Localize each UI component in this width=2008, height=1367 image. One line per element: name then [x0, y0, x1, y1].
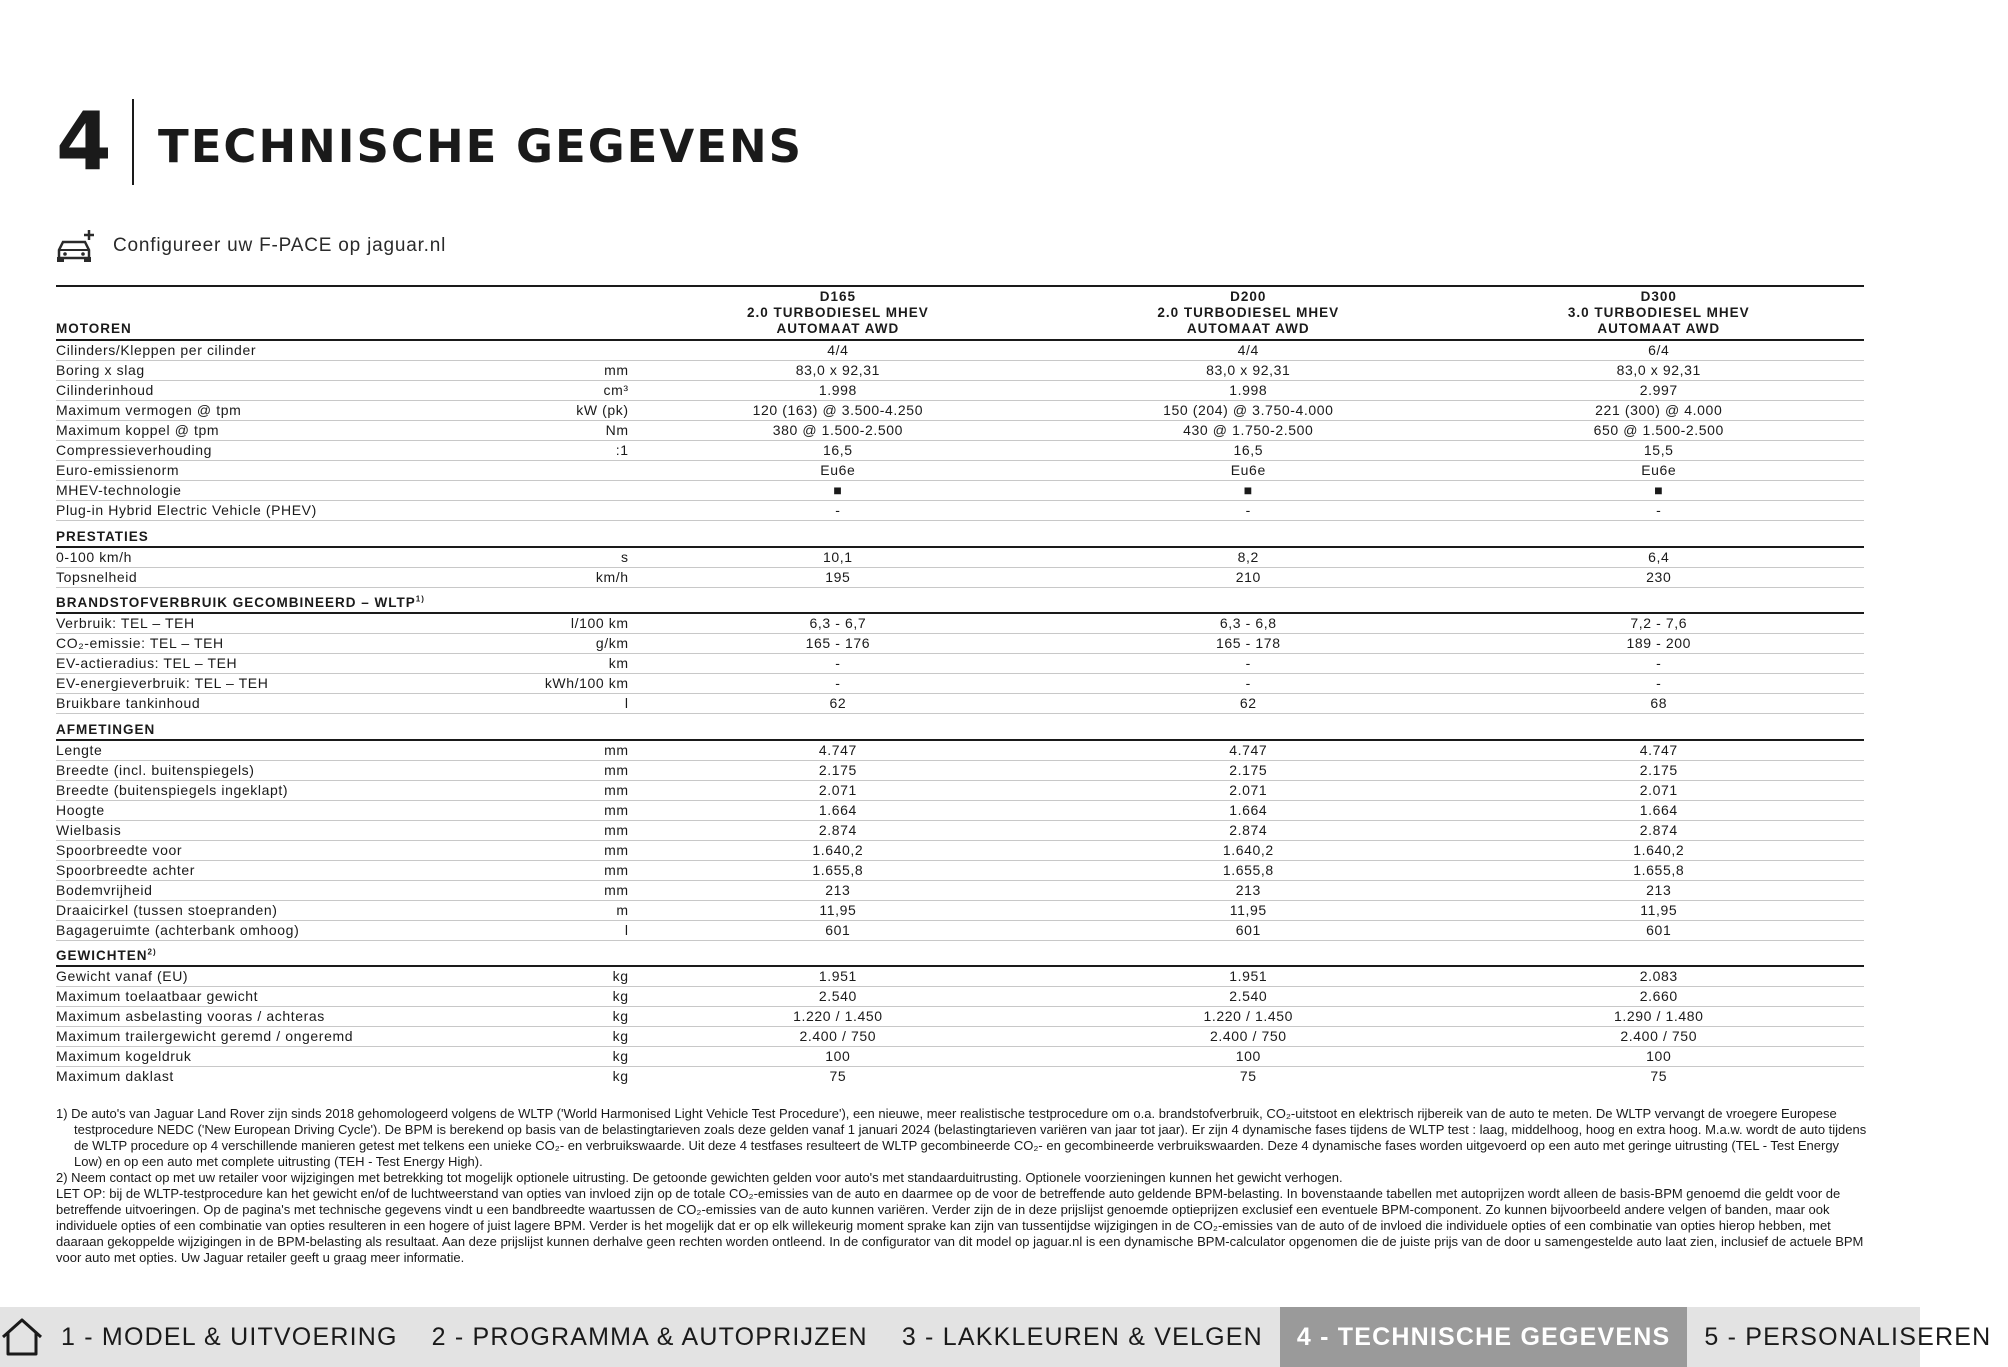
- row-value: -: [633, 654, 1043, 674]
- section-title-text: AFMETINGEN: [56, 721, 156, 737]
- row-value: -: [1043, 654, 1453, 674]
- row-value: 6,4: [1454, 547, 1864, 568]
- row-label: Wielbasis: [56, 820, 517, 840]
- row-value: 210: [1043, 567, 1453, 587]
- footnote-ref: 2): [147, 947, 157, 957]
- column-header-code: D300: [1640, 289, 1677, 304]
- row-value: 213: [1043, 880, 1453, 900]
- footnotes: [56, 1106, 1868, 1266]
- row-label: Verbruik: TEL – TEH: [56, 613, 517, 634]
- row-value: 2.175: [633, 760, 1043, 780]
- column-header-line2: AUTOMAAT AWD: [1597, 321, 1721, 336]
- row-value: 430 @ 1.750-2.500: [1043, 421, 1453, 441]
- column-header-2: [1454, 714, 1864, 740]
- table-row: [56, 987, 1864, 1007]
- row-label: Boring x slag: [56, 361, 517, 381]
- table-row: [56, 340, 1864, 361]
- row-value: 4.747: [1043, 740, 1453, 761]
- section-header-row: [56, 714, 1864, 740]
- chapter-number: 4: [56, 95, 112, 188]
- row-value: 1.998: [633, 381, 1043, 401]
- row-value: 83,0 x 92,31: [1043, 361, 1453, 381]
- row-label: Cilinders/Kleppen per cilinder: [56, 340, 517, 361]
- row-value: 1.951: [633, 966, 1043, 987]
- row-unit: mm: [517, 820, 633, 840]
- section-title-text: PRESTATIES: [56, 528, 149, 544]
- row-value: 6/4: [1454, 340, 1864, 361]
- column-header-line1: 2.0 TURBODIESEL MHEV: [746, 305, 929, 320]
- row-value: 100: [1043, 1047, 1453, 1067]
- row-unit: m: [517, 900, 633, 920]
- row-value: 601: [633, 920, 1043, 940]
- row-value: Eu6e: [1454, 461, 1864, 481]
- column-header-0: [633, 521, 1043, 547]
- section-title: [56, 521, 633, 547]
- row-value: 100: [633, 1047, 1043, 1067]
- footnote-letop: LET OP: bij de WLTP-testprocedure kan het gewicht en/of de luchtweerstand van opties van invloed zijn op de totale CO₂-emissies van de auto en daarmee op de voor de betreffende auto geldende BPM-belasting. In bovenstaande tabellen met autoprijzen wordt alleen de basis-BPM genoemd die geldt voor de betreffende uitvoeringen. Op de pagina's met technische gegevens vindt u een bandbreedte waartussen de CO₂-emissies van de auto kunnen variëren. Verder zijn de in deze prijslijst genoemde optieprijzen exclusief een eventuele BPM-component. Zo kunnen bijvoorbeeld andere velgen of banden, maar ook individuele opties of een combinatie van opties resulteren in een hogere of juist lagere BPM. Verder is het mogelijk dat er op elk willekeurig moment sprake kan zijn van tussentijdse wijzigingen in de CO₂-emissies van de auto of de invloed die individuele opties of een combinatie van opties hierop hebben, met daaraan gekoppelde wijzigingen in de BPM-belasting als resultaat. Aan deze prijslijst kunnen derhalve geen rechten worden ontleend. In de configurator van dit model op jaguar.nl is een dynamische BPM-calculator opgenomen die de juiste prijs van de door u samengestelde auto laat zien, inclusief de actuele BPM voor auto met opties. Uw Jaguar retailer geeft u graag meer informatie.: [56, 1186, 1864, 1265]
- row-value: 380 @ 1.500-2.500: [633, 421, 1043, 441]
- column-header-code: D165: [819, 289, 856, 304]
- section-header-row: [56, 587, 1864, 613]
- section-header-row: [56, 521, 1864, 547]
- row-value: -: [1454, 674, 1864, 694]
- section-title: [56, 286, 633, 340]
- nav-item-5[interactable]: 5 - PERSONALISEREN: [1704, 1322, 1992, 1351]
- row-label: MHEV-technologie: [56, 481, 517, 501]
- row-value: 16,5: [633, 441, 1043, 461]
- row-value: 221 (300) @ 4.000: [1454, 401, 1864, 421]
- table-row: [56, 613, 1864, 634]
- row-value: 11,95: [1454, 900, 1864, 920]
- row-value: 75: [829, 1068, 847, 1085]
- row-value: Eu6e: [1043, 461, 1453, 481]
- row-label: Compressieverhouding: [56, 441, 517, 461]
- section-title-text: BRANDSTOFVERBRUIK GECOMBINEERD – WLTP: [56, 595, 416, 610]
- row-label: Gewicht vanaf (EU): [56, 966, 517, 987]
- row-label: Draaicirkel (tussen stoepranden): [56, 900, 517, 920]
- column-header-1: [1043, 521, 1453, 547]
- row-value: 2.175: [1043, 760, 1453, 780]
- nav-item-2[interactable]: 2 - PROGRAMMA & AUTOPRIJZEN: [431, 1322, 868, 1351]
- row-value: 62: [1043, 694, 1453, 714]
- row-unit: Nm: [517, 421, 633, 441]
- table-row: [56, 1007, 1864, 1027]
- table-row: [56, 920, 1864, 940]
- column-header-2: [1454, 940, 1864, 966]
- row-unit: mm: [517, 840, 633, 860]
- column-header-line1: 2.0 TURBODIESEL MHEV: [1157, 305, 1340, 320]
- column-header-row: [56, 286, 1864, 340]
- row-label: Lengte: [56, 740, 517, 761]
- row-label: 0-100 km/h: [56, 547, 517, 568]
- row-unit: kg: [517, 966, 633, 987]
- row-unit: mm: [517, 780, 633, 800]
- row-value: 165 - 176: [633, 634, 1043, 654]
- row-label: Bruikbare tankinhoud: [56, 694, 517, 714]
- table-row: [56, 694, 1864, 714]
- row-value: -: [633, 501, 1043, 521]
- row-value: 2.540: [1043, 987, 1453, 1007]
- footnote-ref: 1): [415, 594, 425, 604]
- row-value: 1.640,2: [1454, 840, 1864, 860]
- row-unit: s: [517, 547, 633, 568]
- row-label: Spoorbreedte achter: [56, 860, 517, 880]
- column-header-0: [633, 286, 1043, 340]
- row-value: 1.664: [1043, 800, 1453, 820]
- row-value: 1.220 / 1.450: [1043, 1007, 1453, 1027]
- row-unit: kg: [517, 1007, 633, 1027]
- row-label: Plug-in Hybrid Electric Vehicle (PHEV): [56, 501, 517, 521]
- table-row: [56, 1067, 1864, 1087]
- section-title: [56, 940, 633, 966]
- row-label: Breedte (buitenspiegels ingeklapt): [56, 780, 517, 800]
- table-row: [56, 634, 1864, 654]
- row-unit: [517, 461, 633, 481]
- table-row: [56, 547, 1864, 568]
- table-row: [56, 966, 1864, 987]
- row-value: -: [1043, 501, 1453, 521]
- row-value: 2.874: [1454, 820, 1864, 840]
- configure-text: Configureer uw F-PACE op jaguar.nl: [113, 235, 447, 256]
- row-value: 650 @ 1.500-2.500: [1454, 421, 1864, 441]
- row-value: -: [1454, 501, 1864, 521]
- column-header-code: D200: [1230, 289, 1267, 304]
- row-value: -: [1454, 654, 1864, 674]
- table-row: [56, 860, 1864, 880]
- nav-item-1[interactable]: 1 - MODEL & UITVOERING: [61, 1322, 398, 1351]
- row-unit: l: [517, 920, 633, 940]
- header-divider: [132, 99, 134, 185]
- column-header-0: [633, 714, 1043, 740]
- row-value: ■: [633, 481, 1043, 501]
- row-value: -: [1043, 674, 1453, 694]
- row-label: Maximum vermogen @ tpm: [56, 401, 517, 421]
- row-value: 75: [1650, 1068, 1668, 1085]
- table-row: [56, 567, 1864, 587]
- row-value: 15,5: [1454, 441, 1864, 461]
- row-value: 1.655,8: [1043, 860, 1453, 880]
- column-header-1: [1043, 714, 1453, 740]
- row-value: 10,1: [633, 547, 1043, 568]
- section-title: [56, 714, 633, 740]
- row-value: 68: [1454, 694, 1864, 714]
- row-label: EV-energieverbruik: TEL – TEH: [56, 674, 517, 694]
- row-label: Cilinderinhoud: [56, 381, 517, 401]
- row-label: Maximum trailergewicht geremd / ongeremd: [56, 1027, 517, 1047]
- table-row: [56, 381, 1864, 401]
- row-unit: g/km: [517, 634, 633, 654]
- home-icon: [0, 1317, 44, 1357]
- row-unit: mm: [517, 860, 633, 880]
- row-unit: l: [517, 694, 633, 714]
- row-value: 75: [1239, 1068, 1257, 1085]
- row-unit: l/100 km: [517, 613, 633, 634]
- table-row: [56, 740, 1864, 761]
- row-value: 83,0 x 92,31: [633, 361, 1043, 381]
- row-value: 1.655,8: [633, 860, 1043, 880]
- table-row: [56, 1027, 1864, 1047]
- row-value: 150 (204) @ 3.750-4.000: [1043, 401, 1453, 421]
- spec-table: [56, 285, 1864, 1086]
- row-label: Maximum kogeldruk: [56, 1047, 517, 1067]
- row-unit: kWh/100 km: [517, 674, 633, 694]
- table-row: [56, 800, 1864, 820]
- row-value: 213: [633, 880, 1043, 900]
- row-value: 2.175: [1454, 760, 1864, 780]
- row-value: 2.400 / 750: [1454, 1027, 1864, 1047]
- table-row: [56, 840, 1864, 860]
- car-plus-icon: [55, 228, 97, 264]
- row-value: 1.640,2: [1043, 840, 1453, 860]
- table-row: [56, 441, 1864, 461]
- row-label: Breedte (incl. buitenspiegels): [56, 760, 517, 780]
- nav-item-3[interactable]: 3 - LAKKLEUREN & VELGEN: [901, 1322, 1263, 1351]
- table-row: [56, 481, 1864, 501]
- row-label: CO₂-emissie: TEL – TEH: [56, 634, 517, 654]
- row-value: 1.951: [1043, 966, 1453, 987]
- row-label: Spoorbreedte voor: [56, 840, 517, 860]
- row-unit: :1: [517, 441, 633, 461]
- column-header-1: [1043, 587, 1453, 613]
- section-title-text: GEWICHTEN: [56, 948, 148, 963]
- row-value: ■: [1454, 481, 1864, 501]
- footnote-1: 1) De auto's van Jaguar Land Rover zijn sinds 2018 gehomologeerd volgens de WLTP ('World Harmonised Light Vehicle Test Procedure'), een nieuwe, meer realistische testprocedure om o.a. brandstofverbruik, CO₂-uitstoot en elektrisch rijbereik van de auto te meten. De WLTP vervangt de vroegere Europese testprocedure NEDC ('New European Driving Cycle'). De BPM is berekend op basis van de belastingtarieven zoals deze gelden vanaf 1 januari 2024 (belastingtarieven variëren van jaar tot jaar). Er zijn 4 dynamische fases tijdens de WLTP test : laag, middelhoog, hoog en extra hoog. M.a.w. wordt de auto tijdens de WLTP procedure op 4 verschillende manieren getest met telkens een unieke CO₂- en verbruikswaarde. Uit deze 4 testfases resulteert de WLTP gecombineerde CO₂- en gecombineerde verbruikswaarden. Deze 4 dynamische fases worden uitgevoerd op een auto met geringe uitrusting (TEL - Test Energy Low) en op een auto met complete uitrusting (TEH - Test Energy High).: [56, 1106, 1867, 1169]
- row-value: 4/4: [1043, 340, 1453, 361]
- row-value: 4.747: [1454, 740, 1864, 761]
- column-header-0: [633, 940, 1043, 966]
- row-value: 2.400 / 750: [633, 1027, 1043, 1047]
- column-header-line2: AUTOMAAT AWD: [1186, 321, 1310, 336]
- row-unit: kg: [612, 1068, 629, 1085]
- column-header-line2: AUTOMAAT AWD: [776, 321, 900, 336]
- row-value: 601: [1043, 920, 1453, 940]
- table-row: [56, 820, 1864, 840]
- row-value: 2.400 / 750: [1043, 1027, 1453, 1047]
- section-header-row: [56, 940, 1864, 966]
- table-row: [56, 780, 1864, 800]
- row-value: 230: [1454, 567, 1864, 587]
- column-header-2: [1454, 587, 1864, 613]
- footnote-2: 2) Neem contact op met uw retailer voor wijzigingen met betrekking tot mogelijk optionele uitrusting. De getoonde gewichten gelden voor auto's met standaarduitrusting. Optionele voorzieningen kunnen het gewicht verhogen.: [56, 1170, 1343, 1185]
- nav-home-button[interactable]: [0, 1307, 44, 1367]
- row-value: 195: [633, 567, 1043, 587]
- table-row: [56, 421, 1864, 441]
- row-value: Eu6e: [633, 461, 1043, 481]
- row-value: -: [633, 674, 1043, 694]
- row-unit: kg: [517, 1027, 633, 1047]
- row-value: 1.640,2: [633, 840, 1043, 860]
- row-value: 100: [1454, 1047, 1864, 1067]
- nav-item-4[interactable]: 4 - TECHNISCHE GEGEVENS: [1280, 1307, 1688, 1367]
- row-value: 1.290 / 1.480: [1454, 1007, 1864, 1027]
- table-row: [56, 361, 1864, 381]
- row-value: 6,3 - 6,8: [1043, 613, 1453, 634]
- row-value: 83,0 x 92,31: [1454, 361, 1864, 381]
- section-title: [56, 587, 633, 613]
- column-header-1: [1043, 940, 1453, 966]
- row-label: EV-actieradius: TEL – TEH: [56, 654, 517, 674]
- row-value: 213: [1454, 880, 1864, 900]
- row-value: 2.071: [1454, 780, 1864, 800]
- table-row: [56, 654, 1864, 674]
- bottom-navigation: [0, 1307, 1992, 1367]
- row-unit: [517, 481, 633, 501]
- row-value: 6,3 - 6,7: [633, 613, 1043, 634]
- row-unit: mm: [517, 361, 633, 381]
- row-value: 16,5: [1043, 441, 1453, 461]
- row-value: 2.083: [1454, 966, 1864, 987]
- row-value: ■: [1043, 481, 1453, 501]
- row-unit: mm: [517, 740, 633, 761]
- column-header-0: [633, 587, 1043, 613]
- row-unit: mm: [517, 800, 633, 820]
- row-value: 2.874: [633, 820, 1043, 840]
- row-value: 7,2 - 7,6: [1454, 613, 1864, 634]
- row-value: 189 - 200: [1454, 634, 1864, 654]
- section-title-text: MOTOREN: [56, 321, 132, 336]
- row-value: 11,95: [633, 900, 1043, 920]
- column-header-2: [1454, 286, 1864, 340]
- row-unit: mm: [517, 760, 633, 780]
- row-value: 1.664: [1454, 800, 1864, 820]
- row-label: Euro-emissienorm: [56, 461, 517, 481]
- row-value: 1.998: [1043, 381, 1453, 401]
- row-value: 2.997: [1454, 381, 1864, 401]
- row-value: 2.540: [633, 987, 1043, 1007]
- row-value: 1.655,8: [1454, 860, 1864, 880]
- row-value: 1.220 / 1.450: [633, 1007, 1043, 1027]
- table-row: [56, 880, 1864, 900]
- row-unit: [517, 501, 633, 521]
- row-unit: km: [517, 654, 633, 674]
- row-value: 2.874: [1043, 820, 1453, 840]
- row-label: Topsnelheid: [56, 567, 517, 587]
- row-value: 601: [1454, 920, 1864, 940]
- column-header-1: [1043, 286, 1453, 340]
- row-unit: kW (pk): [517, 401, 633, 421]
- row-value: 120 (163) @ 3.500-4.250: [633, 401, 1043, 421]
- table-row: [56, 674, 1864, 694]
- row-value: 8,2: [1043, 547, 1453, 568]
- row-unit: cm³: [517, 381, 633, 401]
- row-label: Hoogte: [56, 800, 517, 820]
- page-header: [56, 95, 804, 188]
- row-value: 11,95: [1043, 900, 1453, 920]
- table-row: [56, 900, 1864, 920]
- table-row: [56, 501, 1864, 521]
- row-value: 62: [633, 694, 1043, 714]
- row-unit: mm: [517, 880, 633, 900]
- row-label: Maximum toelaatbaar gewicht: [56, 987, 517, 1007]
- page-title: TECHNISCHE GEGEVENS: [158, 119, 804, 173]
- configure-link[interactable]: [55, 228, 446, 264]
- row-value: 2.660: [1454, 987, 1864, 1007]
- row-unit: km/h: [517, 567, 633, 587]
- row-value: 4/4: [633, 340, 1043, 361]
- column-header-line1: 3.0 TURBODIESEL MHEV: [1567, 305, 1750, 320]
- row-unit: kg: [517, 1047, 633, 1067]
- row-unit: kg: [517, 987, 633, 1007]
- row-value: 2.071: [1043, 780, 1453, 800]
- row-value: 2.071: [633, 780, 1043, 800]
- table-row: [56, 1047, 1864, 1067]
- row-label: Maximum asbelasting vooras / achteras: [56, 1007, 517, 1027]
- row-value: 165 - 178: [1043, 634, 1453, 654]
- row-label: Bodemvrijheid: [56, 880, 517, 900]
- row-value: 1.664: [633, 800, 1043, 820]
- row-value: 4.747: [633, 740, 1043, 761]
- table-row: [56, 401, 1864, 421]
- row-label: Maximum daklast: [56, 1068, 174, 1085]
- row-label: Maximum koppel @ tpm: [56, 421, 517, 441]
- column-header-2: [1454, 521, 1864, 547]
- table-row: [56, 461, 1864, 481]
- row-unit: [517, 340, 633, 361]
- table-row: [56, 760, 1864, 780]
- row-label: Bagageruimte (achterbank omhoog): [56, 920, 517, 940]
